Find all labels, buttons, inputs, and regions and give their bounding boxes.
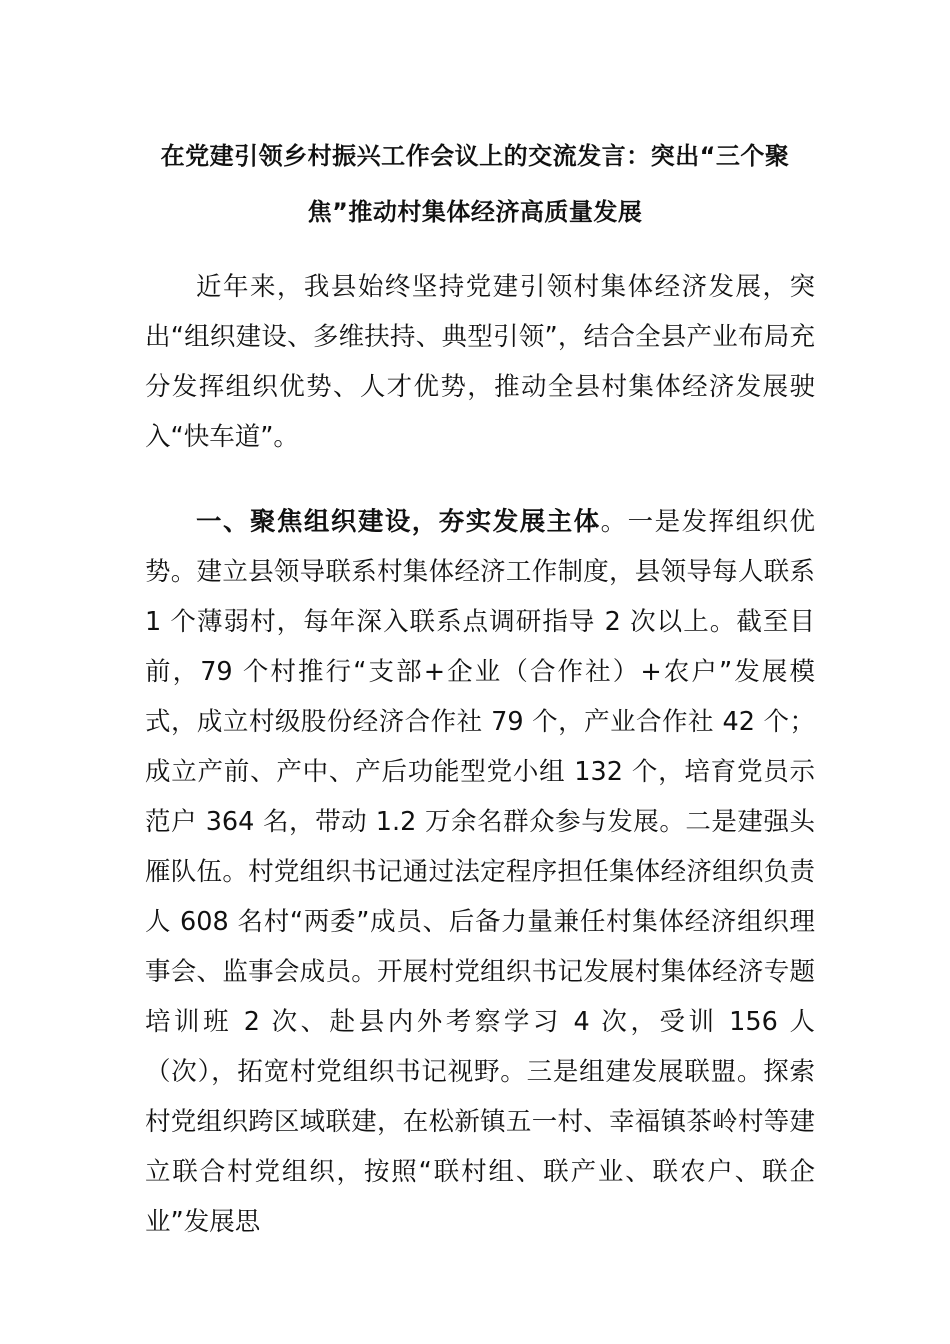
section-one-text: 。一是发挥组织优势。建立县领导联系村集体经济工作制度，县领导每人联系 1 个薄弱村，每年深入联系点调研指导 2 次以上。截至目前，79 个村推行“支部+企业（合作社）+农户”发展模式，成立村级股份经济合作社 79 个，产业合作社 42 个；成立产前、产中、产后功能型党小组 132 个，培育党员示范户 364 名，带动 1.2 万余名群众参与发展。二是建强头雁队伍。村党组织书记通过法定程序担任集体经济组织负责人 608 名村“两委”成员、后备力量兼任村集体经济组织理事会、监事会成员。开展村党组织书记发展村集体经济专题培训班 2 次、赴县内外考察学习 4 次，受训 156 人（次），拓宽村党组织书记视野。三是组建发展联盟。探索村党组织跨区域联建，在松新镇五一村、幸福镇茶岭村等建立联合村党组织，按照“联村组、联产业、联农户、联企业”发展思 — [145, 507, 815, 1237]
intro-paragraph — [145, 262, 815, 462]
document-title: 在党建引领乡村振兴工作会议上的交流发言：突出“三个聚焦”推动村集体经济高质量发展 — [160, 142, 790, 226]
section-one-heading: 一、聚焦组织建设，夯实发展主体 — [196, 507, 601, 537]
intro-paragraph-text: 近年来，我县始终坚持党建引领村集体经济发展，突出“组织建设、多维扶持、典型引领”，结合全县产业布局充分发挥组织优势、人才优势，推动全县村集体经济发展驶入“快车道”。 — [145, 272, 815, 452]
section-one-paragraph — [145, 497, 815, 1247]
